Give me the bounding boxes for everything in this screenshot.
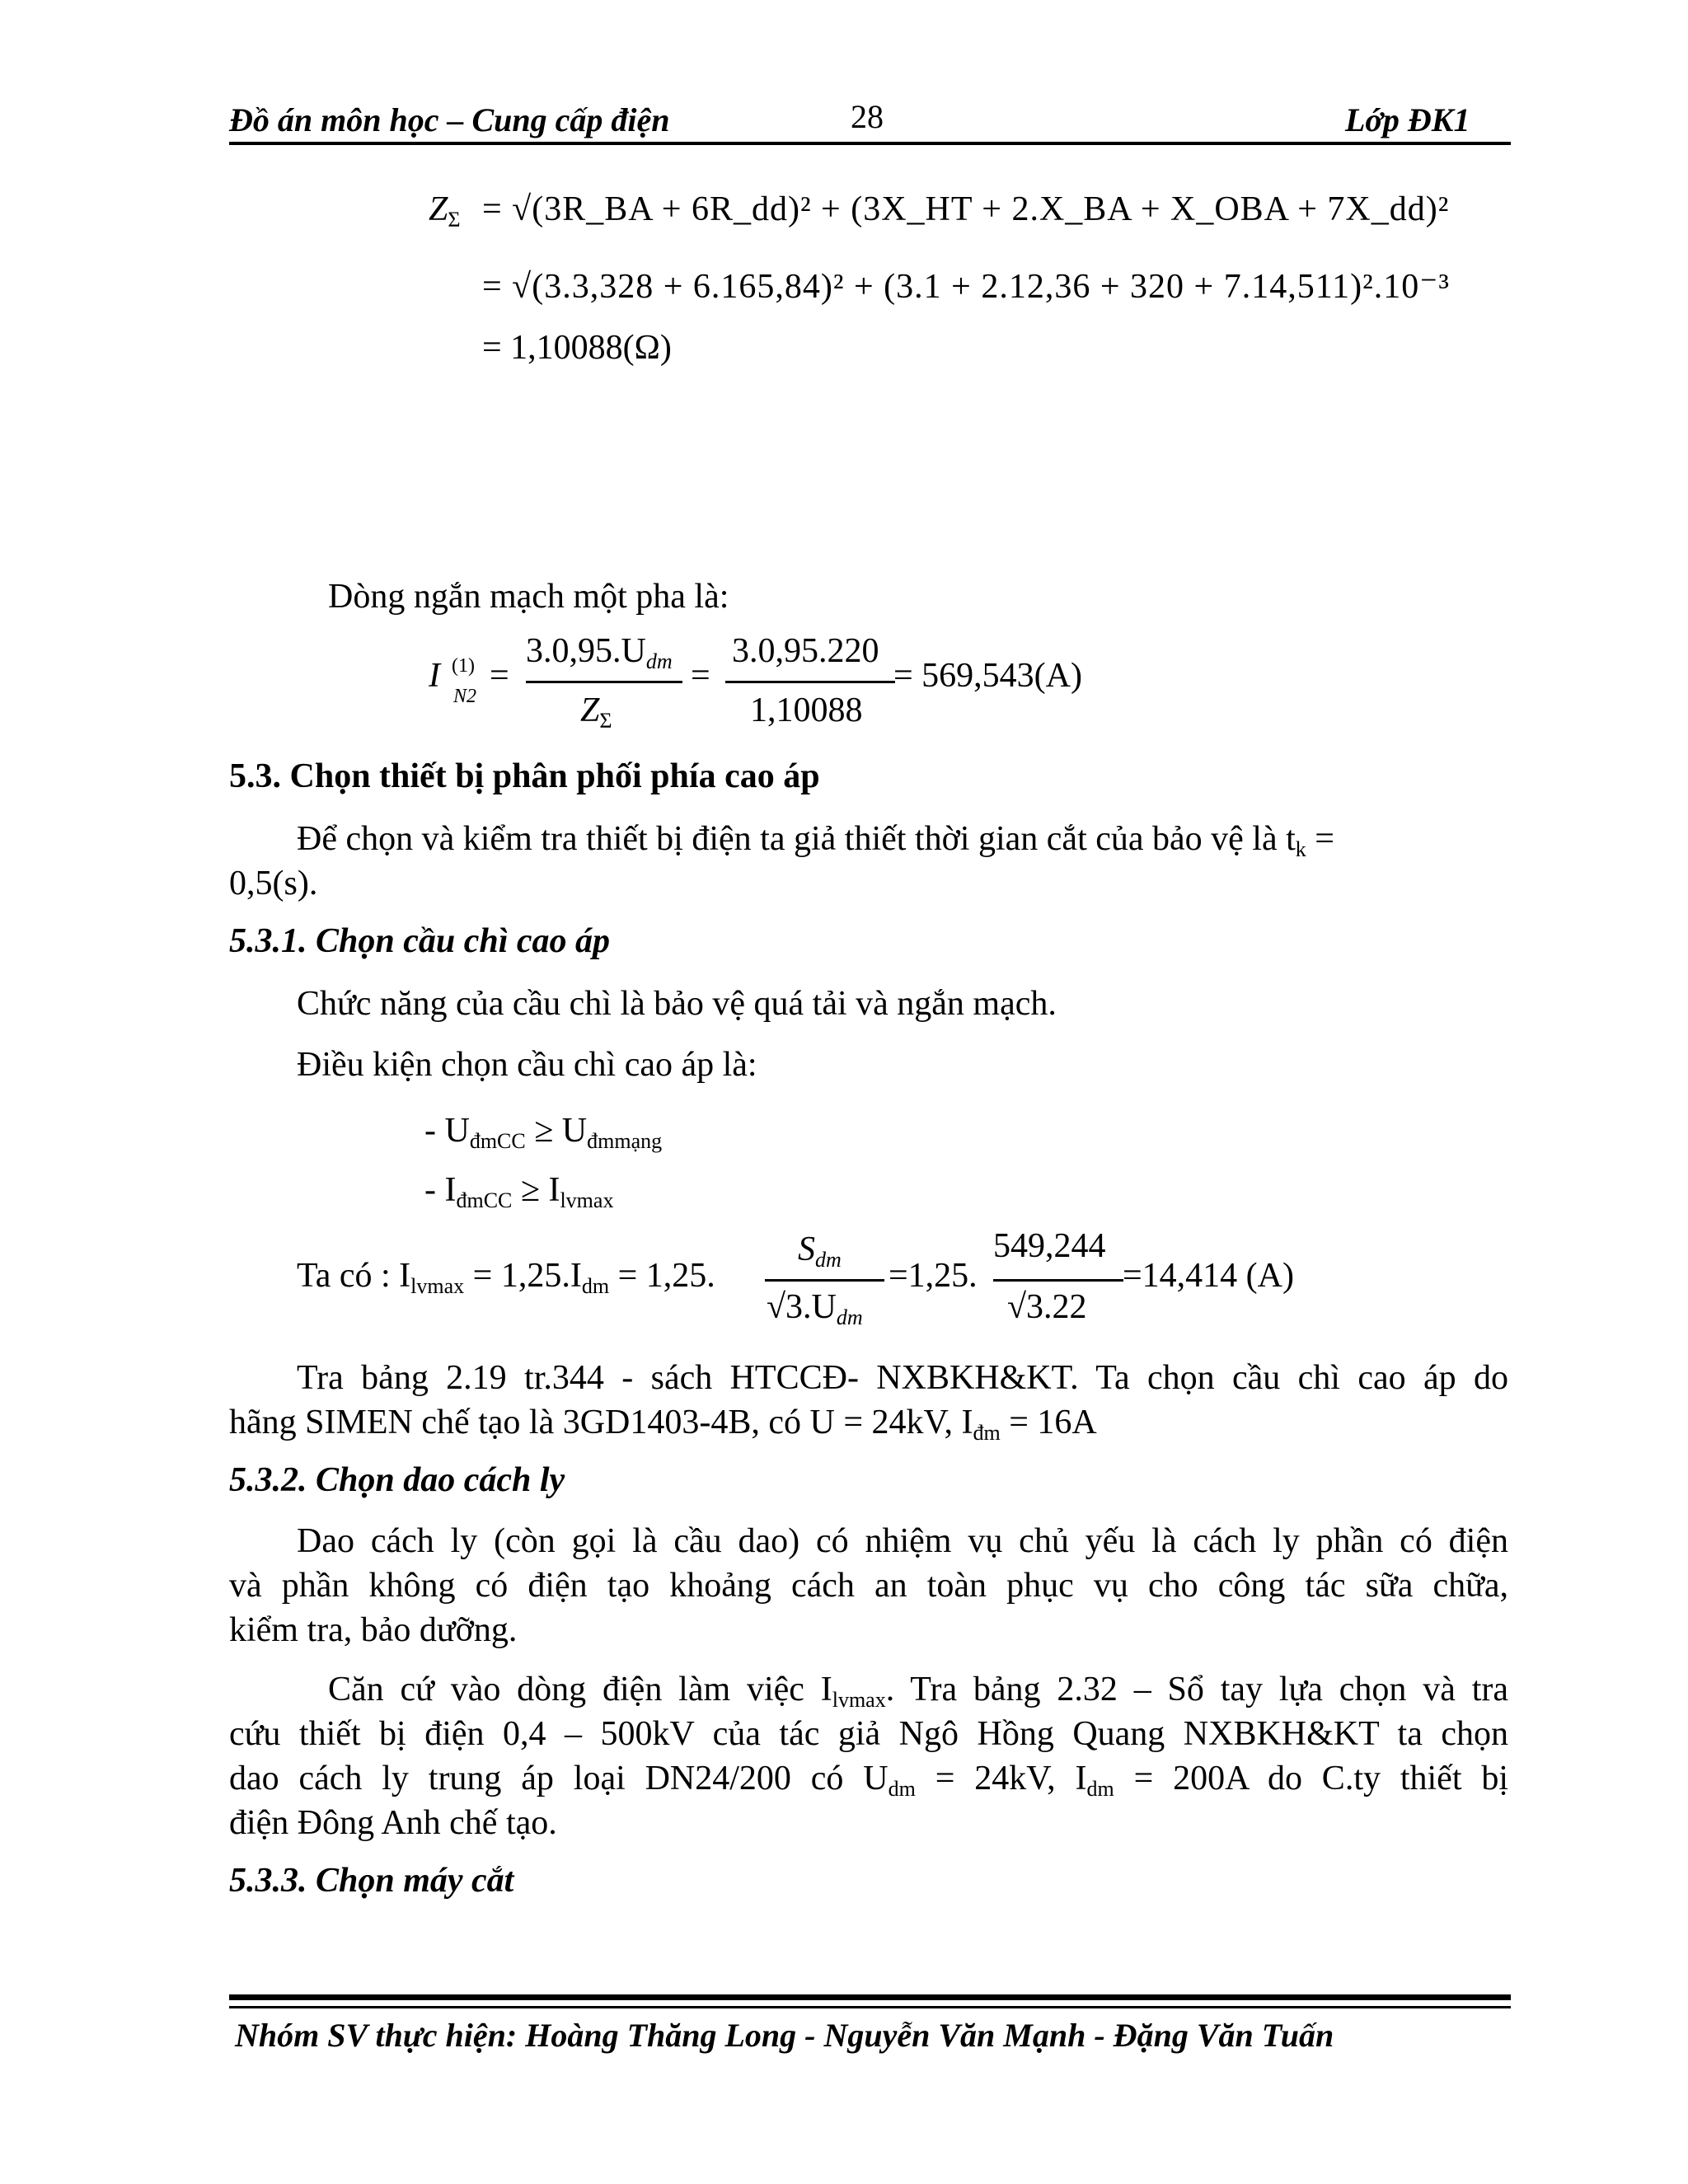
footer-rule-thin [229,2006,1511,2008]
frac3-num [798,1230,842,1272]
tra-bang-line2 [229,1399,1097,1456]
cond2-a: - I [424,1171,457,1209]
frac2-num: 3.0,95.220 [732,632,879,670]
s532-line3: kiểm tra, bảo dưỡng. [229,1611,518,1649]
s532-line1: Dao cách ly (còn gọi là cầu dao) có nhiệm vụ chủ yếu là cách ly phần có điện [297,1522,1508,1560]
ta-co-mid2: = 1,25. [609,1257,715,1295]
ta-co-sub1: lvmax [410,1274,465,1298]
ta-co-lhs [297,1256,715,1299]
frac3-den-sub: dm [836,1305,863,1329]
frac1-num [526,631,673,674]
dong-ngan-mach-text: Dòng ngắn mạch một pha là: [328,578,729,616]
i-lhs: I [429,657,440,695]
s532-p2-line4: điện Đông Anh chế tạo. [229,1804,557,1842]
i-result: = 569,543(A) [893,657,1082,695]
footer-text: Nhóm SV thực hiện: Hoàng Thăng Long - Nguyễn Văn Mạnh - Đặng Văn Tuấn [235,2017,1334,2054]
s532-p2-l3c: = 200A do C.ty thiết bị [1114,1760,1509,1797]
s532-p2-line2: cứu thiết bị điện 0,4 – 500kV của tác giả Ngô Hồng Quang NXBKH&KT ta chọn [229,1715,1508,1753]
s532-p2-l3sub2: dm [1086,1777,1114,1801]
ta-co-sub2: dm [581,1274,610,1298]
header-left: Đồ án môn học – Cung cấp điện [229,101,670,138]
section-5-3-title: 5.3. Chọn thiết bị phân phối phía cao áp [229,757,820,795]
z-eq-line1: = √(3R_BA + 6R_dd)² + (3X_HT + 2.X_BA + X_OBA + 7X_dd)² [482,190,1450,228]
section-5-3-para-line1 [297,816,1508,873]
frac3-den-text: √3.U [767,1288,837,1326]
section-5-3-2-title: 5.3.2. Chọn dao cách ly [229,1461,565,1499]
s532-p2-l1sub: lvmax [832,1688,886,1712]
z-eq-line3: = 1,10088(Ω) [482,329,672,367]
page-number: 28 [851,98,884,135]
frac4-num: 549,244 [993,1227,1106,1265]
cond2-sub2: lvmax [560,1188,614,1212]
z-sum-label [429,190,461,232]
frac2-bar [725,681,895,683]
i-sup: (1) [452,655,475,677]
footer-rule-thick [229,1994,1511,2000]
frac1-den-sub: Σ [599,709,612,733]
frac3-bar [765,1279,884,1282]
mid3: =1,25. [889,1257,978,1295]
cond2-sub1: đmCC [456,1188,513,1212]
frac2-den: 1,10088 [750,691,863,729]
tra-bang-l2b: = 16A [1000,1404,1097,1441]
s532-p2-l1b: . Tra bảng 2.32 – Sổ tay lựa chọn và tra [885,1671,1508,1708]
frac1-num-sub: dm [645,649,673,673]
frac1-num-text: 3.0,95.U [526,632,646,670]
frac1-bar [526,681,682,683]
s532-p2-l3b: = 24kV, I [915,1760,1087,1797]
condition-2 [424,1167,613,1224]
frac1-den [580,691,612,733]
tra-bang-l2a: hãng SIMEN chế tạo là 3GD1403-4B, có U = 24kV, I [229,1404,973,1441]
condition-1 [424,1108,662,1165]
section-5-3-para-line2: 0,5(s). [229,865,318,902]
section-5-3-1-title: 5.3.1. Chọn cầu chì cao áp [229,922,611,960]
s532-p2-l3a: dao cách ly trung áp loại DN24/200 có U [229,1760,889,1797]
header-rule [229,142,1511,145]
section-5-3-3-title: 5.3.3. Chọn máy cắt [229,1862,514,1900]
header-right: Lớp ĐK1 [1345,101,1470,138]
frac1-den-text: Z [580,691,600,729]
z-sym: Z [429,190,448,228]
s532-p2-l3sub1: dm [888,1777,916,1801]
z-sub: Σ [448,208,461,232]
z-eq-line2: = √(3.3,328 + 6.165,84)² + (3.1 + 2.12,36 + 320 + 7.14,511)².10⁻³ [482,268,1451,306]
result4: =14,414 (A) [1123,1257,1294,1295]
cond1-b: ≥ U [525,1112,588,1150]
frac3-den [767,1287,863,1330]
s531-para2: Điều kiện chọn cầu chì cao áp là: [297,1046,757,1084]
s532-line2: và phần không có điện tạo khoảng cách an toàn phục vụ cho công tác sữa chữa, [229,1567,1508,1605]
tra-bang-l2sub: đm [973,1421,1001,1445]
cond1-sub2: đmmạng [587,1129,663,1153]
frac4-den: √3.22 [1007,1288,1087,1326]
s531-para1: Chức năng của cầu chì là bảo vệ quá tải và ngắn mạch. [297,985,1057,1023]
s532-p2-l1a: Căn cứ vào dòng điện làm việc I [328,1671,832,1708]
frac3-num-text: S [798,1230,815,1268]
i-eq-sign1: = [490,657,509,695]
s53-para-a: Để chọn và kiểm tra thiết bị điện ta giả thiết thời gian cắt của bảo vệ là t [297,820,1296,858]
frac3-num-sub: dm [815,1248,842,1272]
cond1-a: - U [424,1112,470,1150]
frac4-bar [993,1279,1123,1282]
tra-bang-line1: Tra bảng 2.19 tr.344 - sách HTCCĐ- NXBKH&KT. Ta chọn cầu chì cao áp do [297,1359,1508,1397]
ta-co-mid: = 1,25.I [464,1257,582,1295]
i-eq-sign2: = [691,657,710,695]
s53-para-sub: k [1295,837,1306,861]
cond2-b: ≥ I [512,1171,560,1209]
ta-co-prefix: Ta có : I [297,1257,411,1295]
s53-para-b: = [1306,820,1334,858]
i-sub: N2 [453,686,477,707]
cond1-sub1: đmCC [469,1129,526,1153]
